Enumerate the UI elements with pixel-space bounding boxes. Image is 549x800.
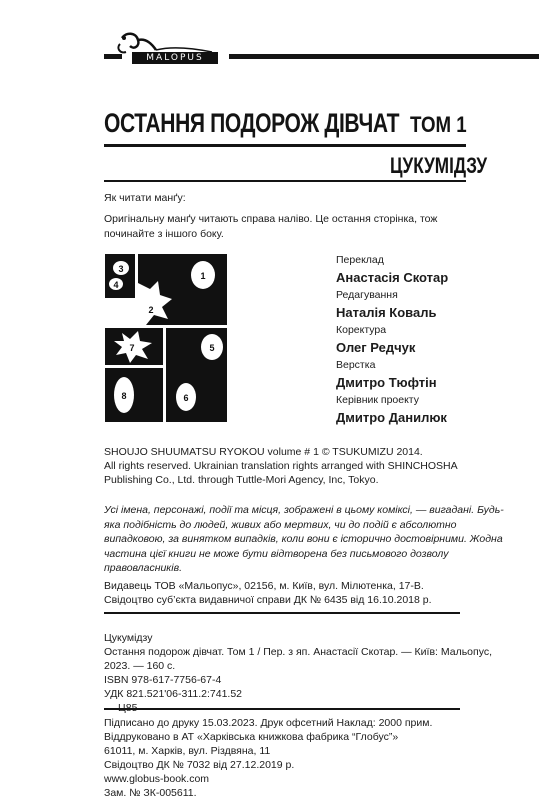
top-rule-right (229, 54, 539, 59)
publisher-line: Видавець ТОВ «Мальопус», 02156, м. Київ, вул. Мілютенка, 17-В. (104, 580, 424, 592)
credit-role-project-manager: Керівник проекту (336, 394, 419, 406)
print-line: Свідоцтво ДК № 7032 від 27.12.2019 р. (104, 759, 295, 771)
manga-reading-diagram (104, 253, 228, 423)
catalog-rule (104, 708, 460, 710)
logo-wordmark: MALOPUS (132, 52, 218, 64)
print-info (104, 716, 504, 800)
credit-name-translation: Анастасія Скотар (336, 270, 449, 285)
panel-number-2: 2 (148, 305, 154, 315)
credit-role-proofreading: Коректура (336, 324, 387, 336)
panel-number-6: 6 (183, 393, 189, 403)
disclaimer: Усі імена, персонажі, події та місця, зображені в цьому коміксі, — вигадані. Будь-яка подібність до людей, живих або мертвих, чи до подій є абсолютно випадковою, за винятком випадків, коли вони є історично достовірними. Жодна частина цієї книги не може бути відтворена без письмового дозволу правовласників. (104, 504, 504, 574)
catalog-isbn: ISBN 978-617-7756-67-4 (104, 674, 222, 686)
print-line: Зам. № ЗК-005611. (104, 787, 197, 799)
copyright-line: SHOUJO SHUUMATSU RYOKOU volume # 1 © TSUKUMIZU 2014. (104, 446, 423, 458)
credit-name-layout: Дмитро Тюфтін (336, 375, 437, 390)
printer-website: www.globus-book.com (104, 773, 210, 785)
catalog-description: Остання подорож дівчат. Том 1 / Пер. з яп. Анастасії Скотар. — Київ: Мальопус, 2023. — 160 с. (104, 646, 492, 672)
publisher-logo (112, 30, 224, 74)
catalog-udc: УДК 821.521'06-311.2:741.52 (104, 688, 243, 700)
author-rule (104, 180, 466, 182)
credit-name-editing: Наталія Коваль (336, 305, 437, 320)
credit-role-translation: Переклад (336, 254, 384, 266)
panel-number-1: 1 (200, 271, 206, 281)
volume-number: ТОМ 1 (410, 112, 467, 137)
panel-number-7: 7 (129, 343, 135, 353)
reading-guide-text: Оригінальну манґу читають справа наліво. Це остання сторінка, тож починайте з іншого боку. (104, 213, 438, 240)
credits-list (336, 252, 536, 427)
publisher-rule (104, 612, 460, 614)
credit-name-project-manager: Дмитро Данилюк (336, 410, 447, 425)
credit-name-proofreading: Олег Редчук (336, 340, 416, 355)
reading-guide-heading: Як читати манґу: (104, 192, 186, 204)
credit-role-editing: Редагування (336, 289, 398, 301)
book-title: ОСТАННЯ ПОДОРОЖ ДІВЧАТ (104, 108, 400, 138)
publisher-line: Свідоцтво суб’єкта видавничої справи ДК № 6435 від 16.10.2018 р. (104, 594, 432, 606)
copyright-notice (104, 445, 524, 487)
publisher-info (104, 579, 504, 607)
panel-number-5: 5 (209, 343, 215, 353)
copyright-line: Publishing Co., Ltd. through Tuttle-Mori Agency, Inc, Tokyo. (104, 474, 379, 486)
print-line: 61011, м. Харків, вул. Різдвяна, 11 (104, 745, 271, 757)
credit-role-layout: Верстка (336, 359, 376, 371)
panel-number-4: 4 (113, 280, 119, 290)
author-name: ЦУКУМІДЗУ (390, 153, 488, 178)
panel-3-4 (105, 254, 135, 298)
catalog-record (104, 631, 504, 715)
print-line: Віддруковано в АТ «Харківська книжкова фабрика “Глобус”» (104, 731, 399, 743)
print-line: Підписано до друку 15.03.2023. Друк офсетний Наклад: 2000 прим. (104, 717, 433, 729)
copyright-line: All rights reserved. Ukrainian translation rights arranged with SHINCHOSHA (104, 460, 458, 472)
panel-number-3: 3 (118, 264, 124, 274)
panel-number-8: 8 (121, 391, 127, 401)
title-rule (104, 144, 466, 147)
catalog-author: Цукумідзу (104, 632, 153, 644)
